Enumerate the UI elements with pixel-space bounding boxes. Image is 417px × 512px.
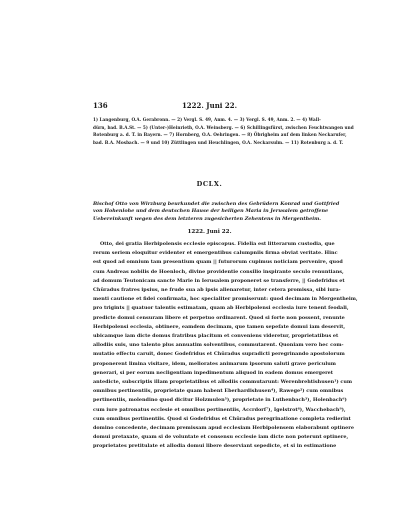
footnote-line: bad. B.A. Mosbach. — 9 und 10) Züttlingen und Heuchlingen, O.A. Neckarsulm. — 11) Rotenburg a. d. T. — [93, 139, 344, 145]
summary-line: Bischof Otto von Wirzburg beurkundet die zwischen des Gebrüdern Konrad und Gottfried — [93, 201, 340, 207]
footnote-line: 1) Langenburg, O.A. Gerabronn. — 2) Vergl. S. 49, Anm. 4. — 3) Vergl. S. 49, Anm. 2. — 4) Wall- — [93, 117, 321, 122]
body-line: omnibus pertinentiis, proprietate quam habent Eberhardishusen⁴), Rawege²) cum omnibus — [93, 388, 344, 395]
document-number: DCLX. — [196, 180, 223, 188]
body-line: pro trigints || quatuor talentis estimatam, quam ab Herbipolensi ecclesia iure tenent feodali, — [93, 305, 349, 312]
document-date: 1222. Juni 22. — [187, 229, 232, 235]
body-line: cum omnibus pertinentiis. Quod si Godefridus et Chûradus peregrinatione completa redierint — [93, 415, 351, 422]
body-line: predicte domui censuram libere et perpetuo ordinarent. Quod si forte non possent, renunte — [93, 314, 345, 321]
body-line: Chûradus fratres ipsius, ne frude sua ab ipsis alienaretur, inter cetera promissa, sibi iura- — [93, 287, 341, 294]
running-head: 1222. Juni 22. — [181, 101, 238, 110]
body-line: mutatio effectu caruit, donec Godefridus et Chûradus supradicti peregrinando apostolorum — [93, 351, 345, 358]
body-line: pertinentiis, molendino quod dicitur Holzmulen⁵), proprietate in Luthenbach³), Holenbach⁶) — [93, 397, 347, 404]
body-line: cum iure patronatus ecclesie et omnibus pertinentiis, Accrdorf⁷), Igelstrot⁸), Wacchebach⁹), — [93, 406, 346, 413]
body-line: allodiis suis, uno talento plus annuatim solventibus, commutarent. Quoniam vero hec com- — [93, 342, 344, 349]
body-line: antedicte, subscriptis illam proprietatibus et allodiis commutarunt: Werenbrehtishusen¹) cum — [93, 379, 353, 386]
footnotes — [93, 116, 354, 146]
body-line: generari, si per eorum necligentiam inpedimentum aliquod in eadem domus emergeret — [93, 369, 334, 376]
body-line: proprietates pretitulate et allodia domui libere deserviant sepedicte, et si in estimatione — [93, 443, 337, 450]
footnote-line: Rotenburg a. d. T. in Bayern. — 7) Hornberg, O.A. Oehringen. — 8) Öbrigheim auf dem linken Neckarufer, — [93, 132, 347, 138]
body-line: ad domum Teutonicam sancte Marie in Ierusalem proponeret se transferre, || Godefridus et — [93, 277, 345, 284]
body-line: ubicamque iam dicte domus fratribus placitum et conveniens videretur, proprietatibus et — [93, 333, 339, 340]
summary-line: von Hohenlohe und dem deutschen Hause der heiligen Maria in Jerusalem getroffene — [93, 208, 329, 215]
body-line: cum Andreas nobilis de Hoenloch, divine providentie consilio inspirante seculo renuntians, — [93, 268, 344, 275]
body-line: Herbipolensi ecclesia, obtinere, eamdem decimam, que tamen sepefate domui iam deservit, — [93, 323, 346, 330]
footnote-line: dürn, bad. B.A.St. — 5) (Unter-)Heinrieth, O.A. Weinsberg. — 6) Schillingsfürst, zwischen Feuchtwangen und — [93, 124, 354, 130]
summary-line: Uebereinkunft wegen des dem letzteren zugesicherten Zehentens in Mergentheim. — [93, 215, 321, 222]
body-line: menti cautione et fidei confirmata, hoc specialiter promiserunt: quod decimam in Mergentheim, — [93, 296, 358, 303]
document-summary — [93, 201, 340, 223]
page-header — [93, 101, 326, 110]
body-line: est quod ad omnium tam presentium quam || futurorum cupimus noticiam pervenire, quod — [93, 259, 343, 266]
document-body — [93, 240, 358, 510]
body-line: domino concedente, decimam premissam apud ecclesiam Herbipolensem elaborabunt optinere — [93, 425, 354, 432]
body-line: domui pretaxate, quam si de voluntate et consensu ecclesie iam dicte non poterunt optinere, — [93, 434, 349, 441]
body-line: rerum seriem eloquitur evidenter et emergentibus calumpniis firma obviat veritate. Hinc — [93, 250, 338, 257]
page-number: 136 — [93, 101, 108, 110]
body-line: proponerent limina visitare, idem, meliorates animarum ipsorum saluti grave periculum — [93, 360, 336, 367]
body-line: Otto, dei gratia Herbipolensis ecclesie episcopus. Fidelia est litterarum custodia, que — [100, 241, 335, 247]
